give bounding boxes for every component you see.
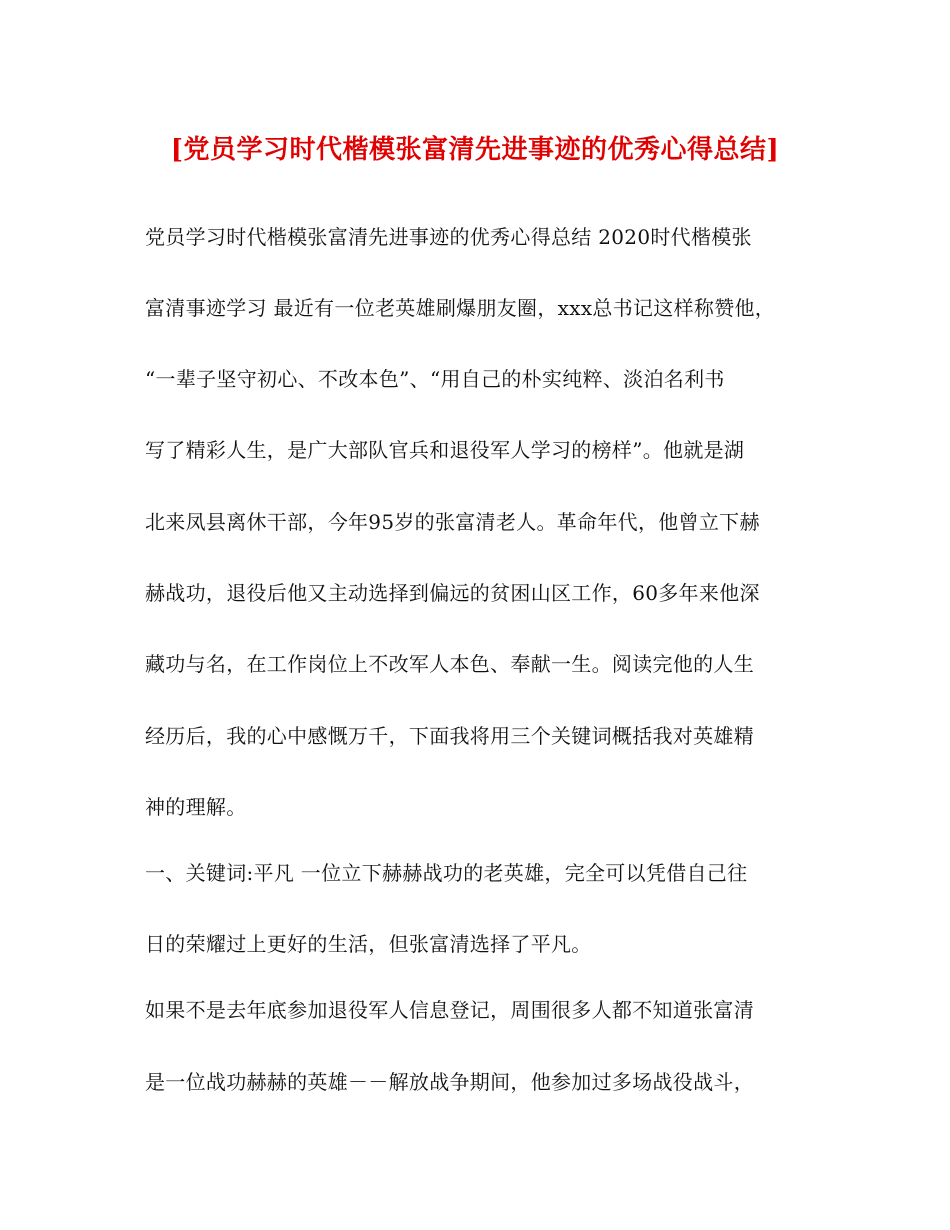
paragraph-line-1: 党员学习时代楷模张富清先进事迹的优秀心得总结 2020时代楷模张 [145, 225, 752, 249]
document-title: [党员学习时代楷模张富清先进事迹的优秀心得总结] [170, 135, 780, 165]
paragraph-line-8: 经历后，我的心中感慨万千，下面我将用三个关键词概括我对英雄精 [145, 724, 754, 748]
paragraph-line-4: 写了精彩人生，是广大部队官兵和退役军人学习的榜样”。他就是湖 [145, 438, 745, 462]
paragraph-line-5: 北来凤县离休干部，今年95岁的张富清老人。革命年代，他曾立下赫 [145, 510, 760, 534]
paragraph-line-2: 富清事迹学习 最近有一位老英雄刷爆朋友圈，xxx总书记这样称赞他， [145, 296, 776, 320]
paragraph-line-11: 日的荣耀过上更好的生活，但张富清选择了平凡。 [145, 932, 592, 956]
paragraph-line-10: 一、关键词:平凡 一位立下赫赫战功的老英雄，完全可以凭借自己往 [145, 861, 748, 885]
paragraph-line-9: 神的理解。 [145, 795, 247, 819]
paragraph-line-3: “一辈子坚守初心、不改本色”、“用自己的朴实纯粹、淡泊名利书 [145, 367, 725, 391]
paragraph-line-6: 赫战功，退役后他又主动选择到偏远的贫困山区工作，60多年来他深 [145, 581, 760, 605]
paragraph-line-7: 藏功与名，在工作岗位上不改军人本色、奉献一生。阅读完他的人生 [145, 652, 754, 676]
paragraph-line-13: 是一位战功赫赫的英雄－－解放战争期间，他参加过多场战役战斗， [145, 1070, 754, 1094]
paragraph-line-12: 如果不是去年底参加退役军人信息登记，周围很多人都不知道张富清 [145, 998, 754, 1022]
